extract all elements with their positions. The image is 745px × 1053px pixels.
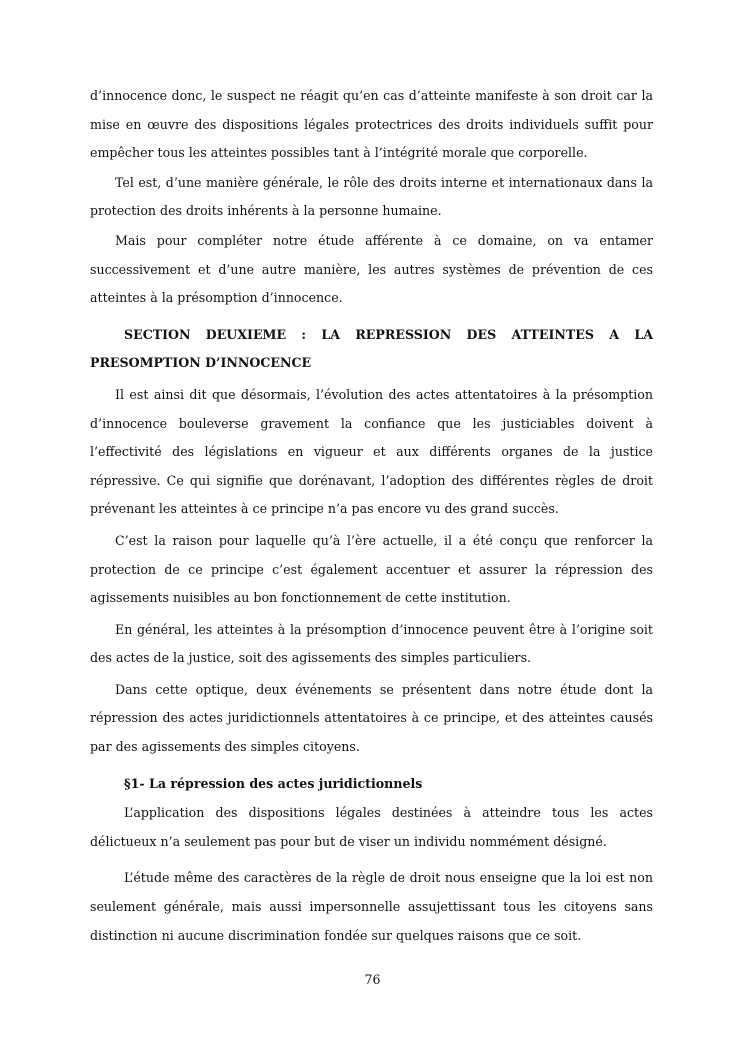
body-paragraph: L’étude même des caractères de la règle de droit nous enseigne que la loi est non seulement générale, mais aussi impersonnelle assujettissant tous les citoyens sans distinction ni aucune discrimination fondée sur quelques raisons que ce soit. bbox=[90, 870, 653, 943]
page-number: 76 bbox=[364, 972, 381, 987]
body-paragraph: Il est ainsi dit que désormais, l’évolution des actes attentatoires à la présomption d’innocence bouleverse gravement la confiance que les justiciables doivent à l’effectivité des législations en vigueur et aux différents organes de la justice répressive. Ce qui signifie que dorénavant, l’adoption des différentes règles de droit prévenant les atteintes à ce principe n’a pas encore vu des grand succès. bbox=[90, 386, 653, 517]
body-paragraph: L’application des dispositions légales destinées à atteindre tous les actes délictueux n’a seulement pas pour but de viser un individu nommément désigné. bbox=[90, 805, 653, 849]
subsection-heading: §1- La répression des actes juridictionnels bbox=[124, 775, 423, 791]
body-paragraph: Tel est, d’une manière générale, le rôle des droits interne et internationaux dans la protection des droits inhérents à la personne humaine. bbox=[90, 174, 653, 219]
body-paragraph: Mais pour compléter notre étude afférente à ce domaine, on va entamer successivement et d’une autre manière, les autres systèmes de prévention de ces atteintes à la présomption d’innocence. bbox=[90, 232, 653, 306]
section-heading: SECTION DEUXIEME : LA REPRESSION DES ATTEINTES A LA PRESOMPTION D’INNOCENCE bbox=[90, 326, 653, 371]
body-paragraph: Dans cette optique, deux événements se présentent dans notre étude dont la répression des actes juridictionnels attentatoires à ce principe, et des atteintes causés par des agissements des simples citoyens. bbox=[90, 681, 653, 755]
body-paragraph: d’innocence donc, le suspect ne réagit qu’en cas d’atteinte manifeste à son droit car la mise en œuvre des dispositions légales protectrices des droits individuels suffit pour empêcher tous les atteintes possibles tant à l’intégrité morale que corporelle. bbox=[90, 88, 653, 161]
document-page bbox=[90, 82, 653, 950]
body-paragraph: En général, les atteintes à la présomption d’innocence peuvent être à l’origine soit des actes de la justice, soit des agissements des simples particuliers. bbox=[90, 621, 653, 666]
body-paragraph: C’est la raison pour laquelle qu’à l’ère actuelle, il a été conçu que renforcer la protection de ce principe c’est également accentuer et assurer la répression des agissements nuisibles au bon fonctionnement de cette institution. bbox=[90, 532, 653, 606]
